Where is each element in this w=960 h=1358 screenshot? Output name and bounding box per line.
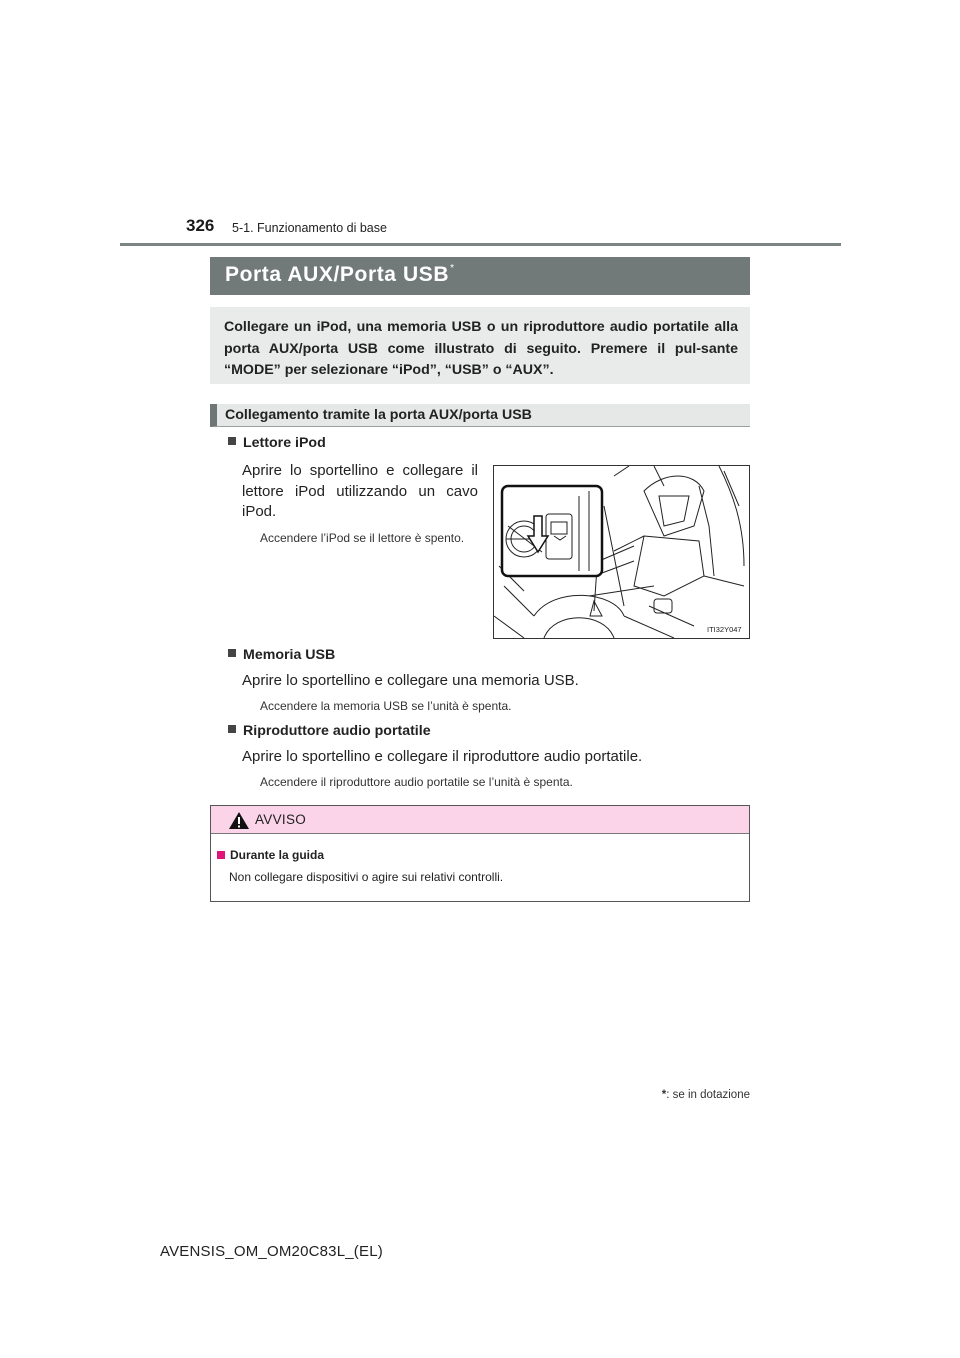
warning-subheading: Durante la guida	[217, 848, 324, 862]
intro-text: Collegare un iPod, una memoria USB o un riproduttore audio portatile alla porta AUX/porta USB come illustrato di seguito. Premere il pul-sante “MODE” per selezionare “iPod”, “USB” o “AUX”.	[224, 319, 738, 378]
item-text-portable-audio: Aprire lo sportellino e collegare il riproduttore audio portatile.	[242, 748, 643, 765]
warning-title: AVVISO	[255, 812, 307, 827]
breadcrumb: 5-1. Funzionamento di base	[232, 221, 387, 235]
page-title-text: Porta AUX/Porta USB	[225, 263, 450, 286]
square-bullet-icon	[217, 851, 225, 859]
footnote-marker-icon: *	[450, 263, 455, 274]
footnote-marker-icon: *	[661, 1089, 667, 1101]
square-bullet-icon	[228, 437, 236, 445]
intro-box	[210, 307, 750, 384]
item-heading-ipod: Lettore iPod	[228, 435, 326, 451]
square-bullet-icon	[228, 649, 236, 657]
document-id: AVENSIS_OM_OM20C83L_(EL)	[160, 1243, 383, 1260]
warning-text: Non collegare dispositivi o agire sui relativi controlli.	[229, 870, 504, 884]
figure-code: ITI32Y047	[707, 625, 742, 634]
item-note-ipod: Accendere l’iPod se il lettore è spento.	[260, 531, 465, 545]
console-usb-illustration	[493, 465, 750, 639]
item-heading-usb: Memoria USB	[228, 647, 335, 663]
page-number: 326	[186, 216, 215, 235]
warning-header	[211, 806, 749, 834]
footnote	[600, 1089, 750, 1101]
page-title	[210, 257, 750, 295]
section-heading: Collegamento tramite la porta AUX/porta USB	[210, 404, 750, 427]
console-drawing	[494, 466, 749, 638]
item-heading-portable-audio: Riproduttore audio portatile	[228, 723, 431, 739]
header-divider	[120, 243, 841, 246]
item-text-usb: Aprire lo sportellino e collegare una memoria USB.	[242, 672, 579, 689]
footnote-text: : se in dotazione	[666, 1089, 750, 1101]
item-note-usb: Accendere la memoria USB se l’unità è spenta.	[260, 699, 512, 713]
warning-triangle-icon	[228, 811, 250, 830]
square-bullet-icon	[228, 725, 236, 733]
warning-box	[210, 805, 750, 902]
item-text-ipod: Aprire lo sportellino e collegare il lettore iPod utilizzando un cavo iPod.	[242, 462, 478, 520]
item-note-portable-audio: Accendere il riproduttore audio portatile se l’unità è spenta.	[260, 775, 573, 789]
